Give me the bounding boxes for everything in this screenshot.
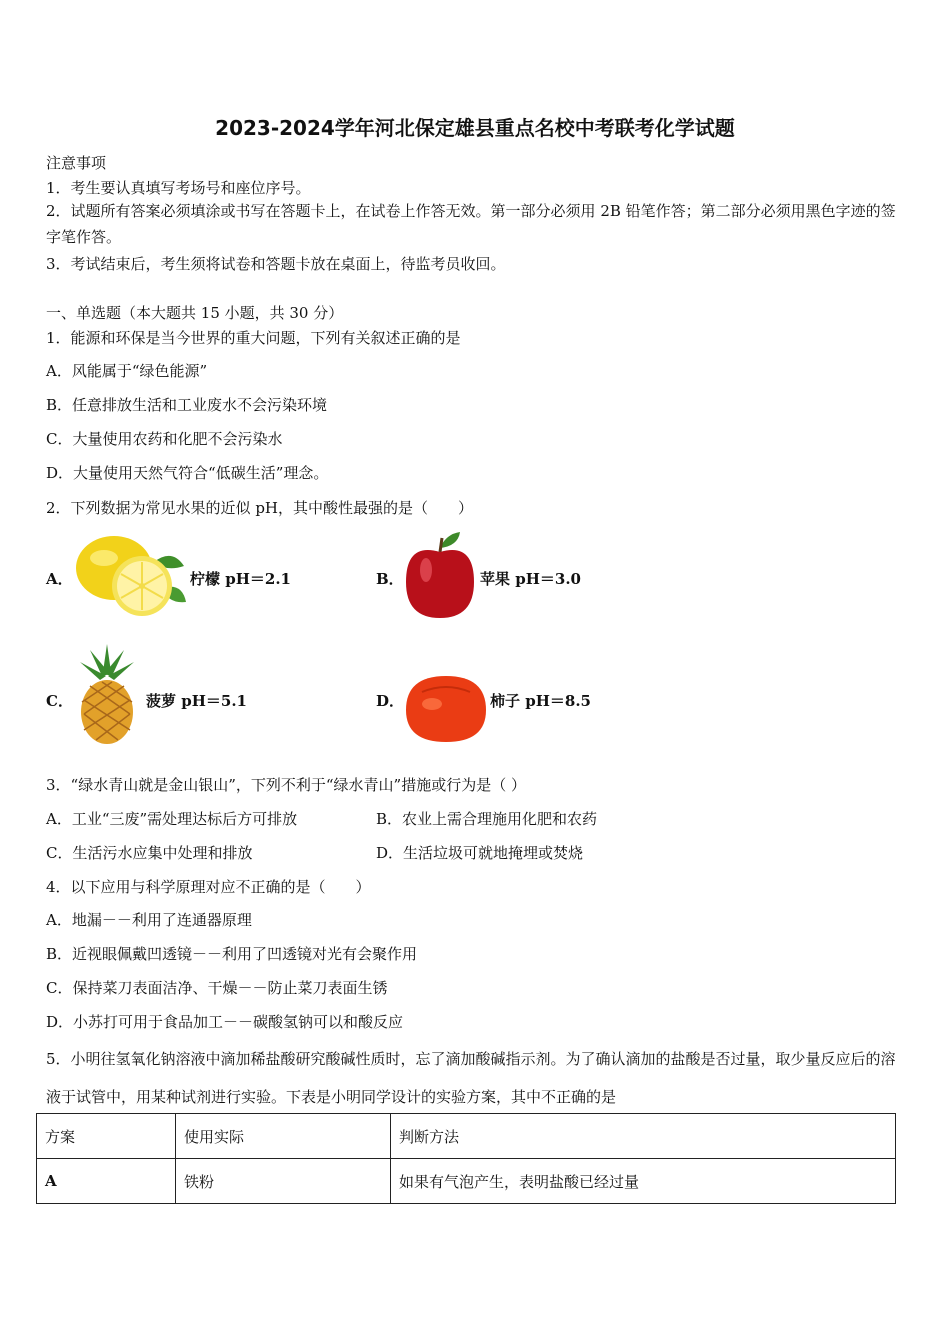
q5-stem: 5．小明往氢氧化钠溶液中滴加稀盐酸研究酸碱性质时，忘了滴加酸碱指示剂。为了确认滴加的盐酸是否过量，取少量反应后的溶液于试管中，用某种试剂进行实验。下表是小明同学设计的实验方案，其中不正确的是 xyxy=(46,1050,896,1106)
q4-option-d: D．小苏打可用于食品加工－－碳酸氢钠可以和酸反应 xyxy=(46,1013,404,1031)
table-header-row xyxy=(37,1114,896,1159)
q2-option-d-text: 柿子 pH＝8.5 xyxy=(490,692,591,710)
q3-option-b: B．农业上需合理施用化肥和农药 xyxy=(376,810,598,828)
section-heading: 一、单选题（本大题共 15 小题，共 30 分） xyxy=(46,304,344,322)
persimmon-icon xyxy=(404,672,488,744)
notice-item-2: 2．试题所有答案必须填涂或书写在答题卡上，在试卷上作答无效。第一部分必须用 2B 铅笔作答；第二部分必须用黑色字迹的签字笔作答。 xyxy=(46,202,896,246)
q3-stem: 3．“绿水青山就是金山银山”，下列不利于“绿水青山”措施或行为是（ ） xyxy=(46,776,526,794)
notice-heading: 注意事项 xyxy=(46,154,107,172)
q4-option-a: A．地漏－－利用了连通器原理 xyxy=(46,911,252,929)
table-row xyxy=(37,1159,896,1204)
q1-option-b: B．任意排放生活和工业废水不会污染环境 xyxy=(46,396,328,414)
q4-option-b: B．近视眼佩戴凹透镜－－利用了凹透镜对光有会聚作用 xyxy=(46,945,418,963)
q2-option-b-text: 苹果 pH＝3.0 xyxy=(480,570,581,588)
table-header-cell: 判断方法 xyxy=(391,1114,896,1159)
q1-option-c: C．大量使用农药和化肥不会污染水 xyxy=(46,430,283,448)
apple-icon xyxy=(404,530,478,620)
q1-stem: 1．能源和环保是当今世界的重大问题，下列有关叙述正确的是 xyxy=(46,329,461,347)
q3-option-a: A．工业“三废”需处理达标后方可排放 xyxy=(46,810,298,828)
q2-option-a-text: 柠檬 pH＝2.1 xyxy=(190,570,291,588)
q2-stem: 2．下列数据为常见水果的近似 pH，其中酸性最强的是（ ） xyxy=(46,499,473,517)
q2-option-b-letter: B． xyxy=(376,570,404,588)
q2-option-a-letter: A． xyxy=(46,570,73,588)
table-header-cell: 使用实际 xyxy=(176,1114,391,1159)
notice-item-1: 1．考生要认真填写考场号和座位序号。 xyxy=(46,179,311,197)
table-header-cell: 方案 xyxy=(37,1114,176,1159)
lemon-icon xyxy=(72,528,190,620)
q5-table xyxy=(36,1113,896,1204)
q4-option-c: C．保持菜刀表面洁净、干燥－－防止菜刀表面生锈 xyxy=(46,979,388,997)
table-cell: 如果有气泡产生，表明盐酸已经过量 xyxy=(391,1159,896,1204)
notice-item-3: 3．考试结束后，考生须将试卷和答题卡放在桌面上，待监考员收回。 xyxy=(46,255,506,273)
pineapple-icon xyxy=(76,642,138,746)
q2-option-c-text: 菠萝 pH＝5.1 xyxy=(146,692,247,710)
q2-option-c-letter: C． xyxy=(46,692,73,710)
page-title: 2023-2024学年河北保定雄县重点名校中考联考化学试题 xyxy=(215,116,735,140)
table-cell: A xyxy=(37,1159,176,1204)
q1-option-d: D．大量使用天然气符合“低碳生活”理念。 xyxy=(46,464,329,482)
q2-option-d-letter: D． xyxy=(376,692,405,710)
table-cell: 铁粉 xyxy=(176,1159,391,1204)
q1-option-a: A．风能属于“绿色能源” xyxy=(46,362,208,380)
q3-option-c: C．生活污水应集中处理和排放 xyxy=(46,844,253,862)
q3-option-d: D．生活垃圾可就地掩埋或焚烧 xyxy=(376,844,584,862)
q4-stem: 4．以下应用与科学原理对应不正确的是（ ） xyxy=(46,878,371,896)
